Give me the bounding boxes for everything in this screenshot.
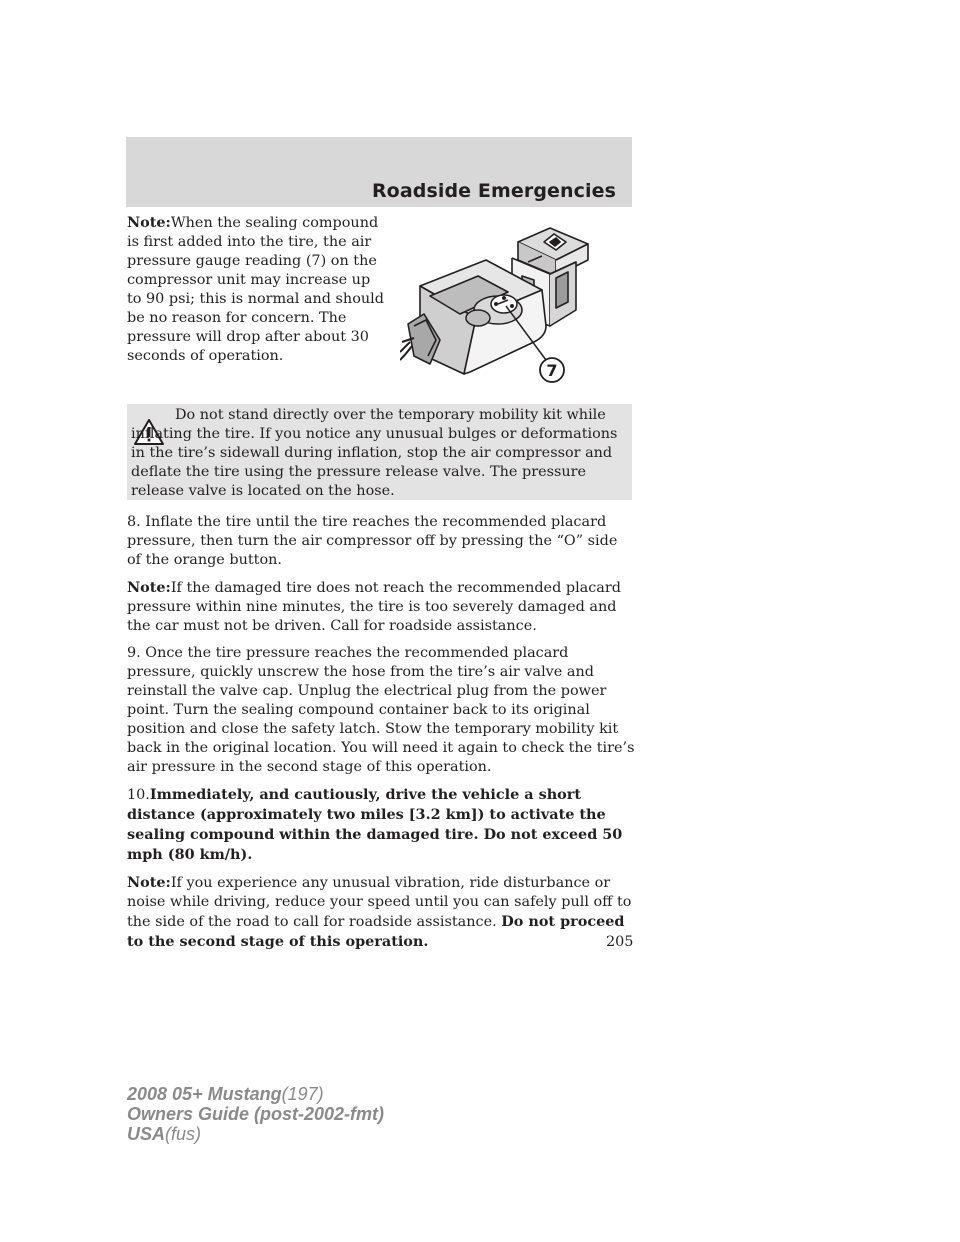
note-vibration — [127, 873, 635, 952]
warning-box — [127, 404, 632, 500]
note-text: When the sealing compound is first added into the tire, the air pressure gauge reading (7) on the compressor unit may increase up to 90 psi; this is normal and should be no reason for concern. The pressure will drop after about 30 seconds of operation. — [127, 215, 384, 364]
step-number: 10. — [127, 787, 150, 803]
section-title: Roadside Emergencies — [371, 180, 616, 202]
callout-number: 7 — [546, 361, 558, 380]
step-8: 8. Inflate the tire until the tire reaches the recommended placard pressure, then turn the air compressor off by pressing the “O” side of the orange button. — [127, 514, 618, 568]
note-label: Note: — [127, 579, 171, 596]
footer-market-code: (fus) — [165, 1124, 202, 1144]
note-emphasis: Do not proceed to the second stage of this operation. — [127, 913, 625, 950]
note-label: Note: — [127, 874, 171, 891]
note-text: If you experience any unusual vibration, ride disturbance or noise while driving, reduce your speed until you can safely pull off to the side of the road to call for roadside assistance. — [127, 875, 632, 930]
footer-code: (197) — [281, 1084, 324, 1104]
note-text: If the damaged tire does not reach the recommended placard pressure within nine minutes, the tire is too severely damaged and the car must not be driven. Call for roadside assistance. — [127, 580, 621, 634]
instructions-body — [127, 513, 635, 960]
warning-text: Do not stand directly over the temporary mobility kit while inflating the tire. If you notice any unusual bulges or deformations in the tire’s sidewall during inflation, stop the air compressor and deflate the tire using the pressure release valve. The pressure release valve is located on the hose. — [131, 407, 618, 499]
footer-guide: Owners Guide (post-2002-fmt) — [127, 1104, 385, 1124]
section-header-band — [126, 137, 632, 207]
note-placard — [127, 578, 635, 636]
footer-model: 2008 05+ Mustang — [127, 1084, 282, 1104]
note-label: Note: — [127, 214, 171, 231]
intro-note — [127, 213, 389, 366]
step-9: 9. Once the tire pressure reaches the recommended placard pressure, quickly unscrew the hose from the tire’s air valve and reinstall the valve cap. Unplug the electrical plug from the power point. Turn the sealing compound container back to its original position and close the safety latch. Stow the temporary mobility kit back in the original location. You will need it again to check the tire’s air pressure in the second stage of this operation. — [127, 645, 635, 775]
footer-market: USA — [127, 1124, 166, 1144]
page-number: 205 — [606, 934, 634, 950]
compressor-unit-drawing — [400, 214, 600, 390]
compressor-illustration — [400, 214, 600, 390]
footer-line-1 — [127, 1084, 384, 1104]
footer-line-2 — [127, 1104, 384, 1124]
footer-line-3 — [127, 1124, 384, 1144]
step-10 — [127, 785, 635, 865]
document-footer — [127, 1084, 384, 1144]
step-10-text: Immediately, and cautiously, drive the vehicle a short distance (approximately two miles [3.2 km]) to activate the sealing compound within the damaged tire. Do not exceed 50 mph (80 km/h). — [127, 786, 623, 863]
